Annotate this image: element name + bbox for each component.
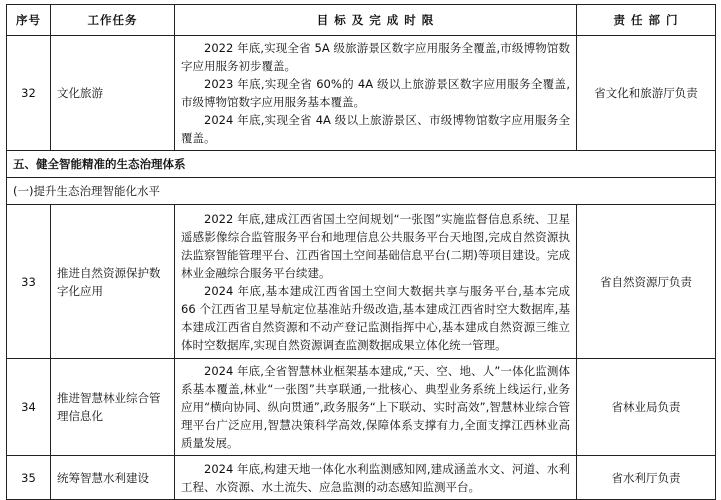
goal-paragraph: 2022 年底,建成江西省国土空间规划“一张图”实施监督信息系统、卫星遥感影像综合监管服务平台和地理信息公共服务平台天地图,完成自然资源执法监察智能管理平台、江西省国土空间基础信息平台(二期)等项目建设。完成林业金融综合服务平台续建。 (181, 211, 570, 280)
goal-paragraph: 2023 年底,实现全省 60%的 4A 级以上旅游景区数字应用服务全覆盖,市级博物馆数字应用服务基本覆盖。 (181, 77, 570, 109)
row-number: 32 (7, 36, 51, 151)
row-number: 35 (7, 456, 51, 500)
header-num: 序号 (7, 5, 51, 36)
row-goal (175, 36, 577, 151)
header-goal: 目 标 及 完 成 时 限 (175, 5, 577, 36)
row-goal (175, 456, 577, 500)
table-row (7, 205, 716, 359)
row-dept: 省水利厅负责 (577, 456, 716, 500)
section-row (7, 151, 716, 178)
task-table (6, 4, 716, 500)
row-dept: 省文化和旅游厅负责 (577, 36, 716, 151)
row-goal (175, 359, 577, 456)
row-number: 33 (7, 205, 51, 359)
header-dept: 责 任 部 门 (577, 5, 716, 36)
table-row (7, 456, 716, 500)
goal-paragraph: 2024 年底,实现全省 4A 级以上旅游景区、市级博物馆数字应用服务全覆盖。 (181, 113, 570, 145)
goal-paragraph: 2024 年底,基本建成江西省国土空间大数据共享与服务平台,基本完成 66 个江西省卫星导航定位基准站升级改造,基本建成江西省时空大数据库,基本建成江西省自然资源和不动产登记监测指挥中心,基本建成自然资源三维立体时空数据库,实现自然资源调查监测数据成果立体化统一管理。 (181, 283, 570, 352)
row-task: 推进智慧林业综合管理信息化 (51, 359, 175, 456)
table-row (7, 36, 716, 151)
table-row (7, 359, 716, 456)
row-task: 推进自然资源保护数字化应用 (51, 205, 175, 359)
row-dept: 省自然资源厅负责 (577, 205, 716, 359)
section-heading: 五、健全智能精准的生态治理体系 (7, 151, 716, 178)
goal-paragraph: 2024 年底,全省智慧林业框架基本建成,“天、空、地、人”一体化监测体系基本覆盖,林业“一张图”共享联通,一批核心、典型业务系统上线运行,业务应用“横向协同、纵向贯通”,政务服务“上下联动、实时高效”,智慧林业综合管理平台广泛应用,智慧决策科学高效,保障体系支撑有力,全面支撑江西林业高质量发展。 (181, 364, 570, 450)
row-number: 34 (7, 359, 51, 456)
subsection-row (7, 178, 716, 205)
table-header-row (7, 5, 716, 36)
row-task: 统筹智慧水利建设 (51, 456, 175, 500)
goal-paragraph: 2024 年底,构建天地一体化水利监测感知网,建成涵盖水文、河道、水利工程、水资源、水土流失、应急监测的动态感知监测平台。 (181, 461, 570, 494)
row-task: 文化旅游 (51, 36, 175, 151)
header-task: 工作任务 (51, 5, 175, 36)
row-dept: 省林业局负责 (577, 359, 716, 456)
subsection-heading: (一)提升生态治理智能化水平 (7, 178, 716, 205)
goal-paragraph: 2022 年底,实现全省 5A 级旅游景区数字应用服务全覆盖,市级博物馆数字应用服务初步覆盖。 (181, 41, 570, 73)
row-goal (175, 205, 577, 359)
